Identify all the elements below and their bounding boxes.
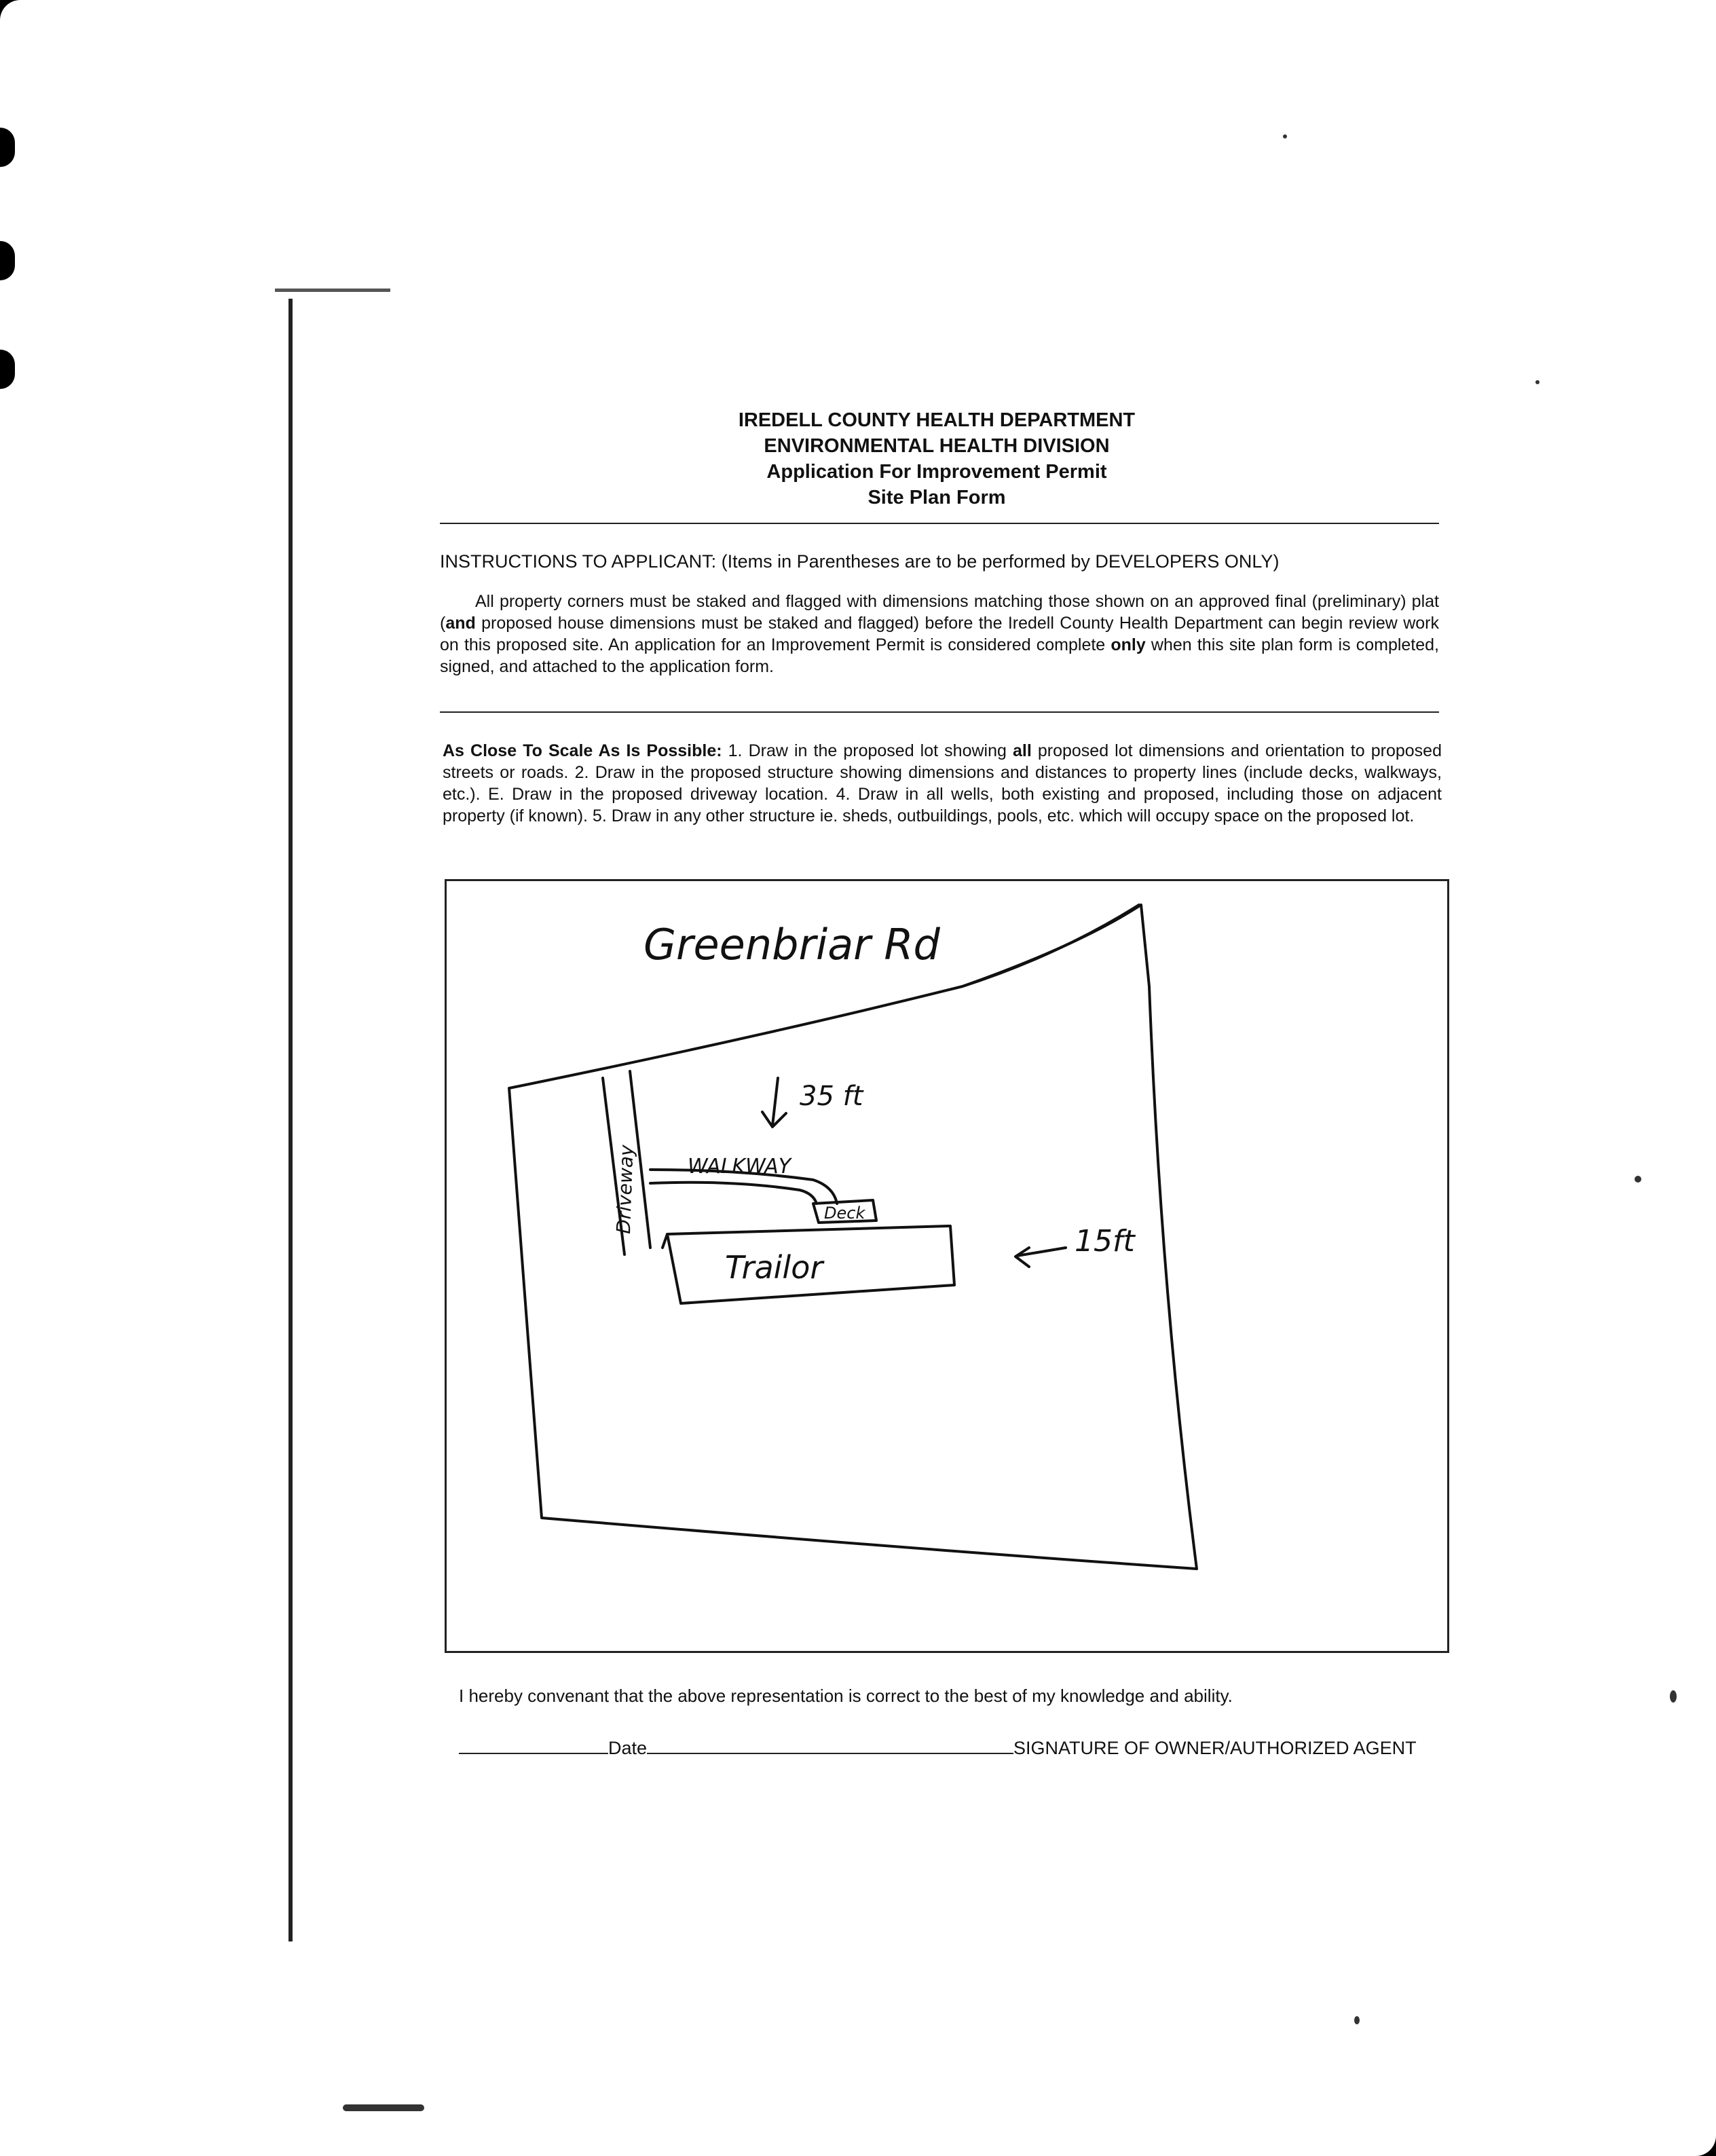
scale-instructions-text: 1. Draw in the proposed lot showing xyxy=(722,741,1013,760)
road-label: Greenbriar Rd xyxy=(644,920,940,969)
scan-speck xyxy=(1535,380,1540,384)
walkway-label: WALKWAY xyxy=(688,1155,791,1178)
driveway-label: Driveway xyxy=(612,1144,638,1235)
signature-field[interactable] xyxy=(647,1738,1013,1754)
header-line-3: Application For Improvement Permit xyxy=(766,461,1107,483)
instructions-text: All property corners must be staked and flagged with dimensions matching those shown on an approved final (preliminary) plat ( xyxy=(440,592,1439,633)
date-label: Date xyxy=(608,1738,648,1758)
header-line-2: ENVIRONMENTAL HEALTH DIVISION xyxy=(764,435,1110,457)
deck-label: Deck xyxy=(824,1204,865,1223)
instructions-text: when this site plan form is completed, signed, and attached to the application form. xyxy=(440,635,1440,676)
side-setback-arrow xyxy=(1015,1248,1066,1267)
scan-smudge xyxy=(343,2104,424,2111)
site-plan-sketch xyxy=(447,881,1447,1651)
front-setback-arrow xyxy=(762,1078,786,1127)
road-edge-line xyxy=(963,905,1139,986)
scan-speck xyxy=(1635,1176,1641,1183)
instructions-text: proposed house dimensions must be staked and flagged) before the Iredell County Health Department can begin review work on this proposed site. An application for an Improvement Permit is considered complete xyxy=(440,614,1439,654)
signature-row xyxy=(459,1738,1417,1759)
scale-instructions-text: proposed lot dimensions and orientation to proposed streets or roads. 2. Draw in the proposed structure showing dimensions and distances to property lines (include decks, walkways, etc.). E. Draw in the proposed driveway location. 4. Draw in all wells, both existing and proposed, including those on adjacent property (if known). 5. Draw in any other structure ie. sheds, outbuildings, pools, etc. which will occupy space on the proposed lot. xyxy=(443,741,1442,825)
form-title xyxy=(434,407,1439,510)
sheet-edge-top xyxy=(275,289,390,292)
header-line-1: IREDELL COUNTY HEALTH DEPARTMENT xyxy=(738,409,1136,431)
sheet-edge-left xyxy=(288,299,293,1941)
scale-instructions-emphasis: all xyxy=(1012,741,1032,760)
instructions-emphasis: and xyxy=(445,614,476,633)
scan-speck xyxy=(1283,134,1287,138)
instructions-emphasis: only xyxy=(1111,635,1146,654)
scan-speck xyxy=(1354,2016,1360,2024)
divider xyxy=(440,523,1439,524)
side-setback-label: 15ft xyxy=(1075,1224,1135,1259)
front-setback-label: 35 ft xyxy=(800,1081,863,1112)
instructions-heading: INSTRUCTIONS TO APPLICANT: (Items in Parentheses are to be performed by DEVELOPERS ONLY) xyxy=(440,551,1280,572)
divider xyxy=(440,711,1439,713)
scan-speck xyxy=(1670,1690,1677,1703)
scale-instructions xyxy=(443,740,1442,827)
header-line-4: Site Plan Form xyxy=(868,487,1006,508)
covenant-statement: I hereby convenant that the above representation is correct to the best of my knowledge and ability. xyxy=(459,1686,1233,1706)
instructions-paragraph xyxy=(440,591,1439,677)
site-plan-drawing-area xyxy=(445,879,1449,1653)
signature-label: SIGNATURE OF OWNER/AUTHORIZED AGENT xyxy=(1013,1738,1417,1758)
trailer-label: Trailor xyxy=(725,1249,823,1286)
scale-instructions-lead: As Close To Scale As Is Possible: xyxy=(443,741,722,760)
date-field[interactable] xyxy=(459,1738,608,1754)
